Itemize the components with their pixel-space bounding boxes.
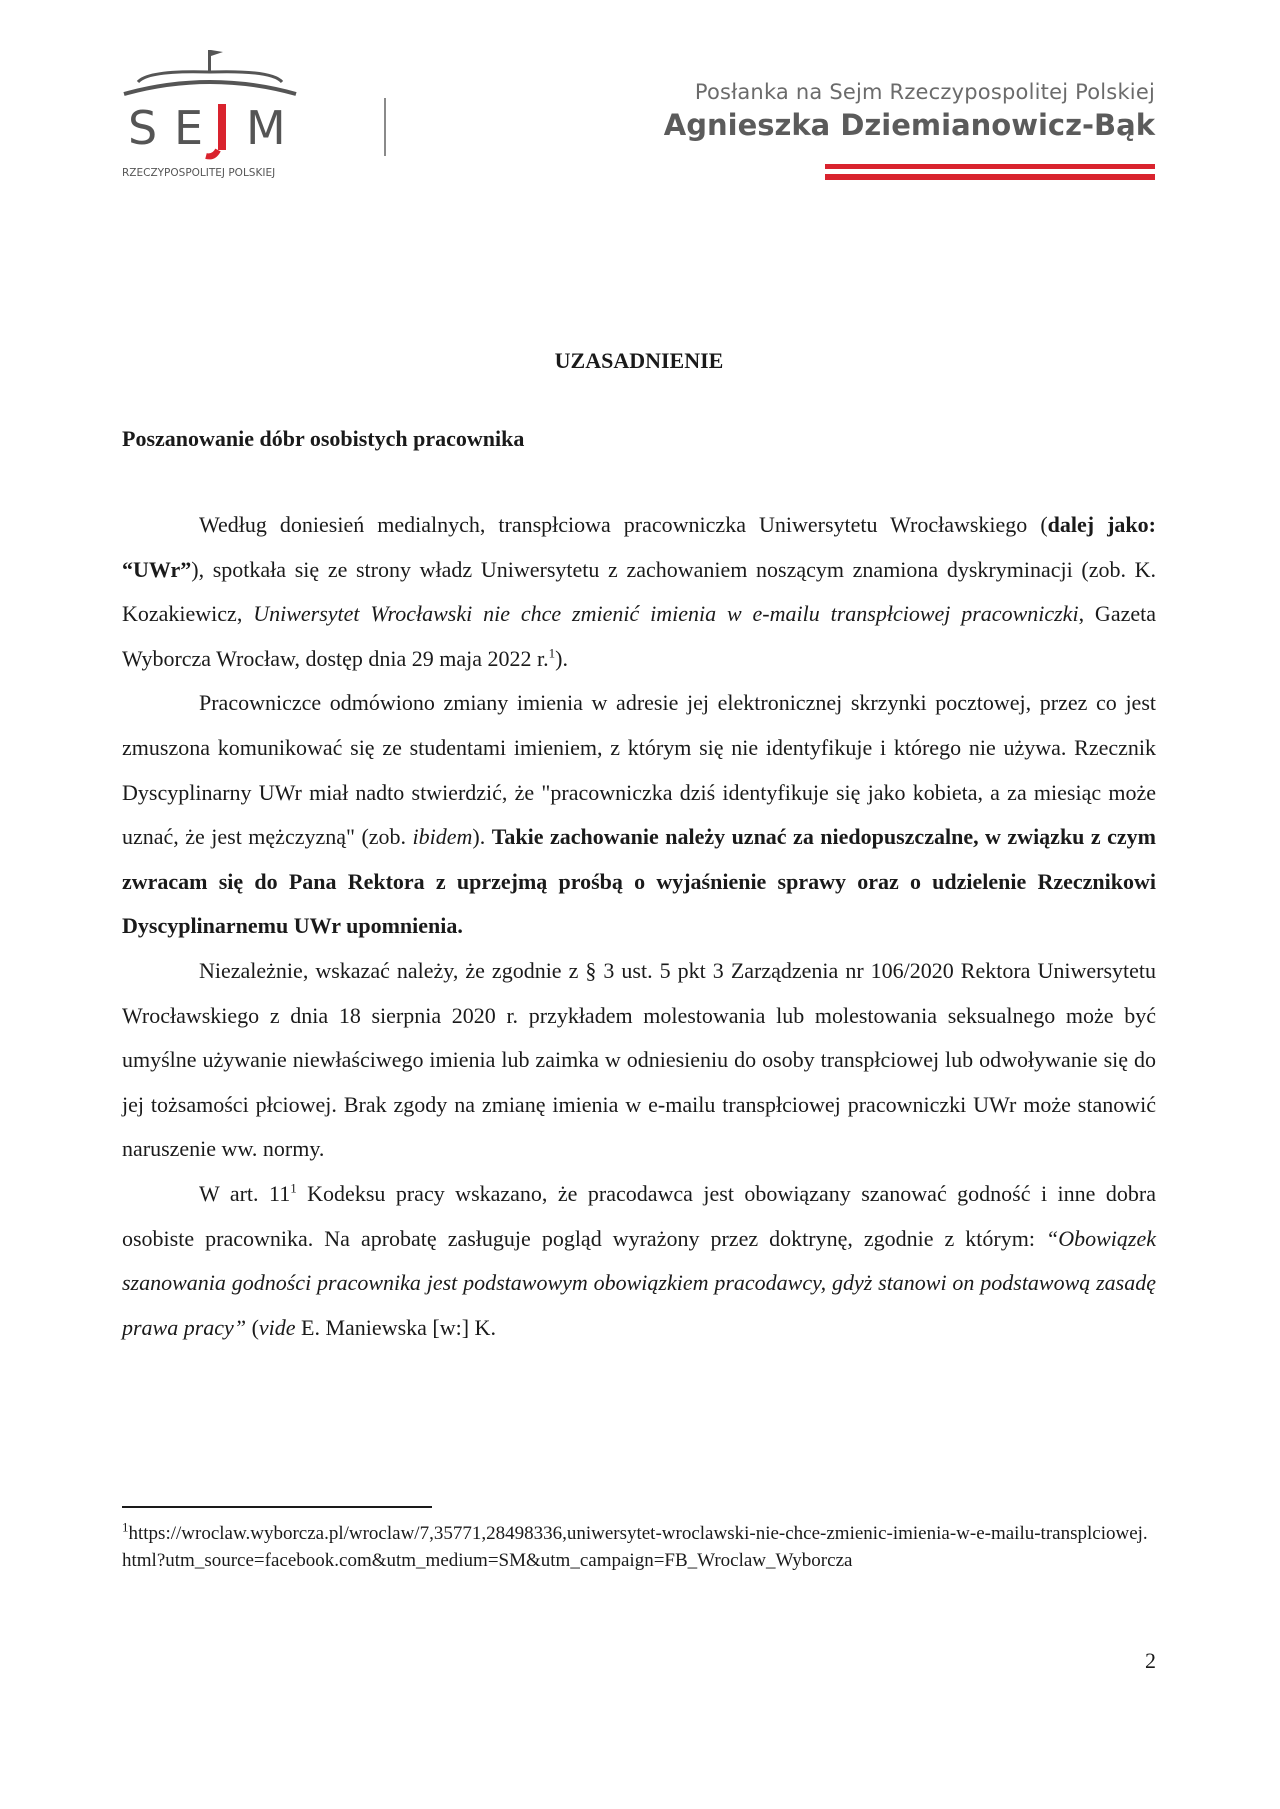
logo-letter-s: S bbox=[128, 101, 158, 155]
letterhead bbox=[0, 0, 1280, 200]
document-body bbox=[122, 340, 1156, 1350]
logo-letter-m: M bbox=[246, 101, 286, 155]
mp-name: Agnieszka Dziemianowicz-Bąk bbox=[663, 108, 1155, 142]
logo-divider bbox=[384, 98, 386, 156]
footnote-ref[interactable]: 1 bbox=[548, 645, 556, 661]
paragraph-2: Pracowniczce odmówiono zmiany imienia w adresie jej elektronicznej skrzynki pocztowej, przez co jest zmuszona komunikować się ze studentami imieniem, z którym się nie identyfikuje i którego nie używa. Rzecznik Dyscyplinarny UWr miał nadto stwierdzić, że "pracowniczka dziś identyfikuje się jako kobieta, a za miesiąc może uznać, że jest mężczyzną" (zob. ibidem). Takie zachowanie należy uznać za niedopuszczalne, w związku z czym zwracam się do Pana Rektora z uprzejmą prośbą o wyjaśnienie sprawy oraz o udzielenie Rzecznikowi Dyscyplinarnemu UWr upomnienia. bbox=[122, 690, 1156, 939]
document-title: UZASADNIENIE bbox=[554, 348, 724, 373]
paragraph-1: Według doniesień medialnych, transpłciowa pracowniczka Uniwersytetu Wrocławskiego (dalej jako: “UWr”), spotkała się ze strony władz Uniwersytetu z zachowaniem noszącym znamiona dyskryminacji (zob. K. Kozakiewicz, Uniwersytet Wrocławski nie chce zmienić imienia w e-mailu transpłciowej pracowniczki, Gazeta Wyborcza Wrocław, dostęp dnia 29 maja 2022 r.$^1$). bbox=[122, 512, 1156, 671]
section-heading: Poszanowanie dóbr osobistych pracownika bbox=[122, 426, 525, 451]
request-statement: Takie zachowanie należy uznać za niedopuszczalne, w związku z czym zwracam się do Pana Rektora z uprzejmą prośbą o wyjaśnienie sprawy oraz o udzielenie Rzecznikowi Dyscyplinarnemu UWr upomnienia. bbox=[122, 824, 1156, 939]
sejm-logo bbox=[118, 42, 310, 192]
logo-subtitle: RZECZYPOSPOLITEJ POLSKIEJ bbox=[122, 167, 276, 179]
flag-stripes bbox=[825, 164, 1155, 186]
mp-identity bbox=[595, 80, 1155, 142]
footnote-marker: 1 bbox=[122, 1519, 129, 1535]
page-number: 2 bbox=[1145, 1648, 1156, 1673]
paragraph-4: W art. $11^1$ Kodeksu pracy wskazano, że pracodawca jest obowiązany szanować godność i inne dobra osobiste pracownika. Na aprobatę zasługuje pogląd wyrażony przez doktrynę, zgodnie z którym: “Obowiązek szanowania godności pracownika jest podstawowym obowiązkiem pracodawcy, gdyż stanowi on podstawową zasadę prawa pracy” (vide E. Maniewska [w:] K. bbox=[122, 1180, 1156, 1340]
footnote-separator bbox=[122, 1506, 432, 1508]
footnote bbox=[122, 1520, 1156, 1574]
logo-letter-j-red bbox=[218, 104, 226, 150]
mp-role: Posłanka na Sejm Rzeczypospolitej Polskiej bbox=[694, 80, 1155, 104]
footnote-url[interactable]: https://wroclaw.wyborcza.pl/wroclaw/7,35771,28498336,uniwersytet-wroclawski-nie-chce-zmienic-imienia-w-e-mailu-transplciowej.html?utm_source=facebook.com&utm_medium=SM&utm_campaign=FB_Wroclaw_Wyborcza bbox=[122, 1523, 1148, 1571]
uwr-abbreviation: dalej jako: “UWr” bbox=[122, 512, 1156, 582]
logo-letter-e: E bbox=[174, 101, 204, 155]
article-title: Uniwersytet Wrocławski nie chce zmienić imienia w e-mailu transpłciowej pracowniczki bbox=[253, 601, 1079, 627]
doctrine-quote: “Obowiązek szanowania godności pracownika jest podstawowym obowiązkiem pracodawcy, gdyż stanowi on podstawową zasadę prawa pracy” bbox=[122, 1225, 1156, 1340]
paragraph-3: Niezależnie, wskazać należy, że zgodnie z § 3 ust. 5 pkt 3 Zarządzenia nr 106/2020 Rektora Uniwersytetu Wrocławskiego z dnia 18 sierpnia 2020 r. przykładem molestowania lub molestowania seksualnego może być umyślne używanie niewłaściwego imienia lub zaimka w odniesieniu do osoby transpłciowej lub odwoływanie się do jej tożsamości płciowej. Brak zgody na zmianę imienia w e-mailu transpłciowej pracowniczki UWr może stanowić naruszenie ww. normy. bbox=[122, 957, 1156, 1162]
